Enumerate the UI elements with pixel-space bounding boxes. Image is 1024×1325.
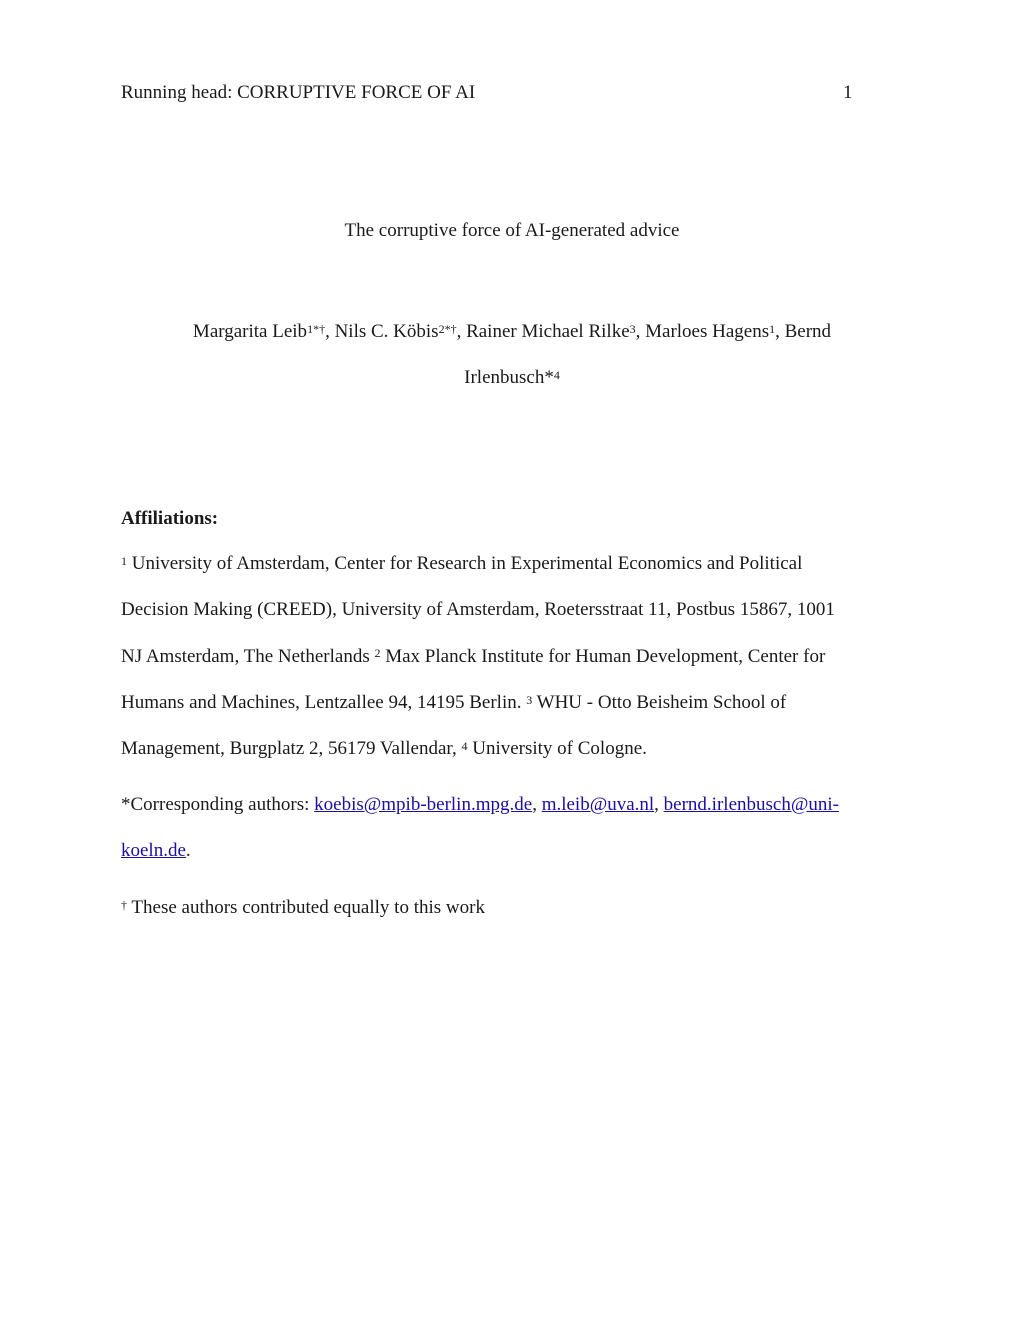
equal-contribution-text: These authors contributed equally to this work	[127, 897, 485, 918]
email-separator: ,	[654, 794, 664, 815]
email-separator: ,	[532, 794, 542, 815]
author-name: Bernd	[784, 321, 832, 342]
author-separator: ,	[775, 321, 785, 342]
affiliation-text: Max Planck Institute for Human Development, Center for	[380, 645, 826, 667]
paper-title: The corruptive force of AI-generated advice	[344, 220, 680, 241]
author-separator: ,	[456, 321, 467, 342]
author-separator: ,	[325, 321, 335, 342]
affiliation-line	[121, 587, 911, 633]
corresponding-line-2	[121, 828, 911, 874]
affiliation-text: University of Amsterdam, Center for Research in Experimental Economics and Political	[127, 553, 803, 574]
affiliation-text: NJ Amsterdam, The Netherlands	[121, 645, 375, 667]
author-separator: ,	[635, 321, 646, 342]
affiliation-superscript: 1	[121, 553, 127, 568]
affiliation-line	[121, 680, 911, 726]
affiliation-line	[121, 726, 911, 772]
affiliation-superscript: 3	[526, 692, 533, 707]
affiliation-text: Humans and Machines, Lentzallee 94, 14195 Berlin.	[121, 691, 527, 713]
author-superscript: 1	[769, 321, 776, 336]
affiliations-body	[121, 541, 911, 772]
author-name: Irlenbusch*	[464, 367, 554, 388]
page-number: 1	[843, 82, 853, 103]
affiliation-line	[121, 541, 911, 587]
affiliation-superscript: 2	[374, 646, 381, 661]
email-link-koebis[interactable]: koebis@mpib-berlin.mpg.de	[314, 794, 533, 815]
email-link-leib[interactable]: m.leib@uva.nl	[541, 794, 655, 815]
corresponding-authors	[121, 782, 911, 874]
affiliations-heading: Affiliations:	[121, 508, 219, 529]
corresponding-line-1	[121, 782, 911, 828]
affiliation-superscript: 4	[461, 739, 468, 753]
dagger-superscript: †	[121, 897, 127, 912]
author-superscript: 3	[629, 321, 636, 336]
corresponding-end: .	[185, 840, 191, 861]
author-name: Nils C. Köbis	[334, 321, 439, 342]
author-name: Marloes Hagens	[645, 321, 770, 342]
author-list	[121, 309, 903, 401]
author-superscript: 2*†	[438, 321, 457, 336]
author-name: Rainer Michael Rilke	[466, 321, 630, 342]
email-link-irlenbusch[interactable]: bernd.irlenbusch@uni-	[663, 794, 839, 815]
author-line-2	[121, 355, 903, 401]
affiliation-text: Decision Making (CREED), University of Amsterdam, Roetersstraat 11, Postbus 15867, 1001	[121, 599, 835, 621]
equal-contribution-note	[121, 885, 485, 931]
author-superscript: 4	[553, 367, 560, 382]
author-name: Margarita Leib	[192, 321, 308, 342]
author-superscript: 1*†	[307, 321, 326, 336]
affiliation-line	[121, 634, 911, 680]
affiliation-text: University of Cologne.	[467, 738, 647, 760]
email-link-irlenbusch-continued[interactable]: koeln.de	[121, 840, 186, 861]
affiliation-text: WHU - Otto Beisheim School of	[532, 691, 787, 713]
author-line-1	[121, 309, 903, 355]
affiliation-text: Management, Burgplatz 2, 56179 Vallendar,	[121, 738, 462, 760]
running-head: Running head: CORRUPTIVE FORCE OF AI	[121, 82, 476, 103]
corresponding-label: *Corresponding authors:	[121, 794, 315, 815]
